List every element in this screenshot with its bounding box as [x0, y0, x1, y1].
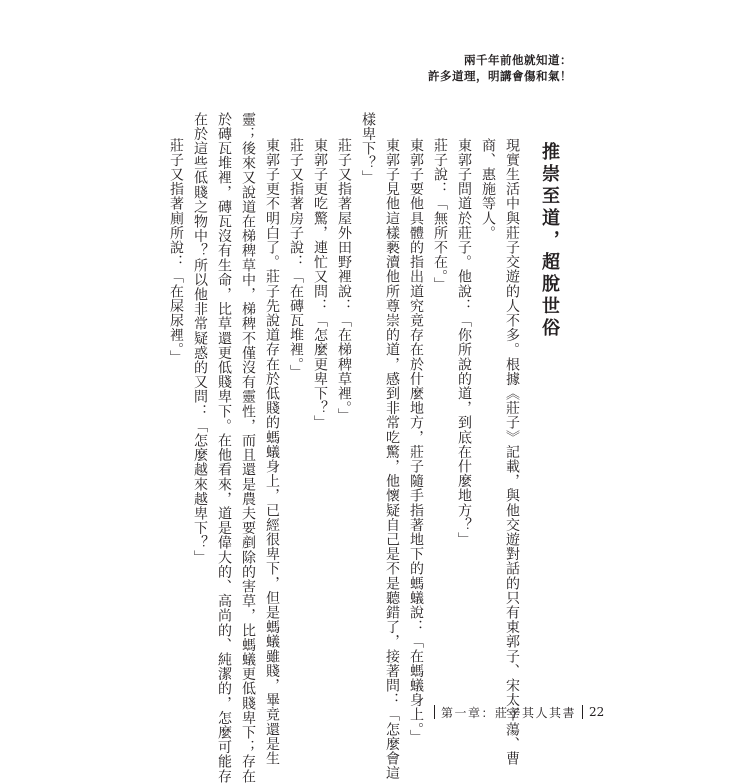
body-column-15: 莊子又指著廁所說：「在屎尿裡。」	[168, 138, 184, 365]
section-title: 推崇至道，超脫世俗	[539, 142, 560, 340]
body-column-3: 東郭子問道於莊子。他說：「你所說的道，到底在什麼地方？」	[456, 138, 472, 547]
body-column-11: 東郭子更不明白了。莊子先說道存在於低賤的螞蟻身上，已經很卑下，但是螞蟻雖賤，畢竟還是生	[264, 138, 280, 766]
footer-rule-left	[434, 705, 435, 719]
footer-rule-right	[582, 705, 583, 719]
page-footer	[428, 703, 604, 721]
body-column-6: 東郭子見他這樣褻瀆他所尊崇的道，感到非常吃驚，他懷疑自己是不是聽錯了，接著問：「怎麼會這	[384, 138, 400, 781]
running-head-line-2: 許多道理，明講會傷和氣！	[428, 69, 572, 83]
footer-chapter-title: 第一章：莊子其人其書	[441, 705, 577, 720]
body-column-1: 現實生活中與莊子交遊的人不多。根據《莊子》記載，與他交遊對話的只有東郭子、宋太宰蕩、曹	[504, 138, 520, 766]
body-column-13: 於磚瓦堆裡，磚瓦沒有生命，比草還更低賤卑下。在他看來，道是偉大的、高尚的、純潔的，怎麼可能存	[216, 112, 232, 784]
body-column-9: 東郭子更吃驚，連忙又問：「怎麼更卑下？」	[312, 138, 328, 430]
running-head	[428, 52, 572, 84]
body-column-2: 商、惠施等人。	[480, 138, 496, 241]
body-column-14: 在於這些低賤之物中？所以他非常疑惑的又問：「怎麼越來越卑下？」	[192, 112, 208, 565]
body-column-8: 莊子又指著屋外田野裡說：「在梯稗草裡。」	[336, 138, 352, 423]
body-column-12: 靈；後來又說道在梯稗草中，梯稗不僅沒有靈性，而且還是農夫要剷除的害草，比螞蟻更低賤卑下；存在	[240, 112, 256, 784]
body-column-4: 莊子說：「無所不在。」	[432, 138, 448, 292]
body-column-10: 莊子又指著房子說：「在磚瓦堆裡。」	[288, 138, 304, 380]
running-head-line-1: 兩千年前他就知道：	[464, 53, 572, 67]
body-column-7: 樣卑下？」	[360, 112, 376, 185]
body-column-5: 東郭子要他具體的指出道究竟存在於什麼地方，莊子隨手指著地下的螞蟻說：「在螞蟻身上。」	[408, 138, 424, 745]
page-number: 22	[589, 705, 605, 719]
